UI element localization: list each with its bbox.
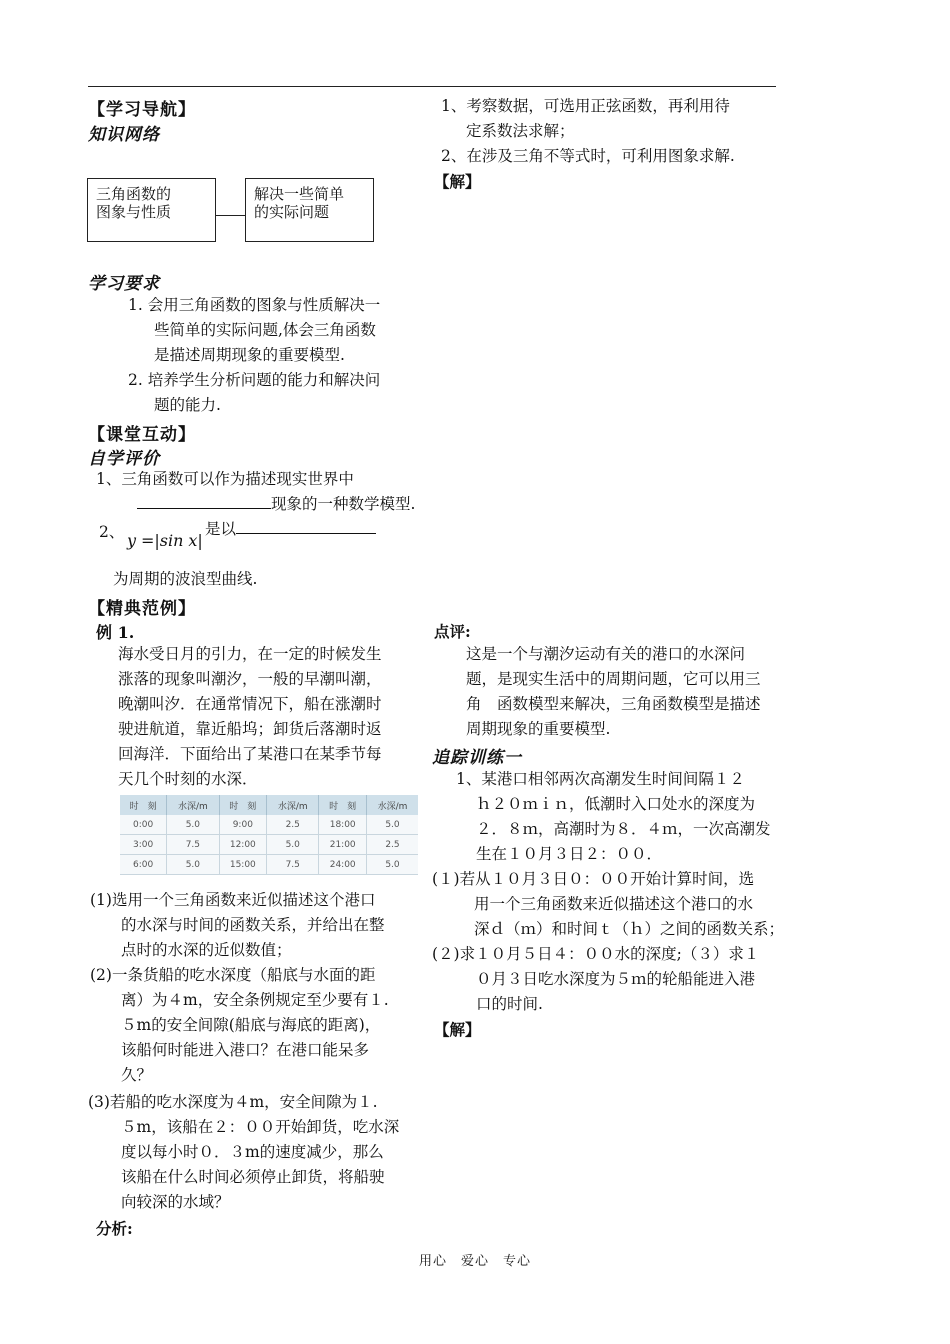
table-row [120,835,418,855]
table-cell: 3:00 [120,835,167,855]
page-footer: 用心 爱心 专心 [418,1254,531,1269]
self-eval-q2-line1 [205,517,376,542]
example-q3-line3: 度以每小时０．３m的速度减少，那么 [121,1143,384,1161]
concept-box-graphs-line1: 三角函数的 [96,185,172,203]
self-evaluation-title: 自学评价 [88,449,160,469]
hint-2: 2、在涉及三角不等式时，可利用图象求解. [441,147,735,165]
exercise-line6: 用一个三角函数来近似描述这个港口的水 [474,895,754,913]
tide-header-depth-2: 水深/m [267,795,319,815]
comment-line3: 角 函数模型来解决，三角函数模型是描述 [466,695,761,713]
exercise-line10: 口的时间. [476,995,543,1013]
example-q3-line1: (3)若船的吃水深度为４m，安全间隙为１. [88,1093,378,1111]
formula-y: y [127,531,137,550]
concept-box-applications-line1: 解决一些简单 [254,185,345,203]
example-q1-line1: (1)选用一个三角函数来近似描述这个港口 [90,891,376,909]
formula-x: x [188,531,198,550]
concept-box-applications-line2: 的实际问题 [254,203,330,221]
tracking-exercise-title: 追踪训练一 [432,748,522,768]
concept-box-graphs [87,178,216,242]
table-cell: 5.0 [167,815,219,835]
table-cell: 12:00 [219,835,267,855]
tide-table-header-row [120,795,418,815]
example-q3-line4: 该船在什么时间必须停止卸货，将船驶 [121,1168,385,1186]
example-q3-line2: ５m，该船在２：００开始卸货，吃水深 [121,1118,400,1136]
example-paragraph-line6: 天几个时刻的水深． [118,770,258,788]
formula-bar: | [197,531,203,550]
tide-header-time-3: 时 刻 [319,795,367,815]
table-cell: 24:00 [319,855,367,875]
concept-box-graphs-line2: 图象与性质 [96,203,172,221]
table-cell: 15:00 [219,855,267,875]
tide-header-depth-3: 水深/m [366,795,418,815]
example-q2-line4: 该船何时能进入港口？在港口能呆多 [121,1041,370,1059]
solution-label-1: 【解】 [434,172,481,191]
example-q2-line2: 离）为４m，安全条例规定至少要有１. [121,991,389,1009]
table-row [120,815,418,835]
table-cell: 5.0 [366,855,418,875]
comment-line4: 周期现象的重要模型. [466,720,611,738]
tide-header-time-1: 时 刻 [120,795,167,815]
example-q1-line3: 点时的水深的近似数值； [121,941,292,959]
comment-line1: 这是一个与潮汐运动有关的港口的水深问 [466,645,746,663]
class-interaction-heading: 【课堂互动】 [88,425,196,445]
exercise-line5: (１)若从１０月３日０：００开始计算时间，选 [432,870,755,888]
requirement-2-line1: 2. 培养学生分析问题的能力和解决问 [128,371,381,389]
exercise-line2: ｈ２０ｍｉｎ，低潮时入口处水的深度为 [476,795,756,813]
exercise-line3: ２．８ｍ，高潮时为８．４ｍ，一次高潮发 [476,820,771,838]
table-cell: 5.0 [167,855,219,875]
exercise-line7: 深ｄ（ｍ）和时间ｔ（ｈ）之间的函数关系； [474,920,785,938]
concept-connector [216,215,245,216]
example-paragraph-line2: 涨落的现象叫潮汐，一般的早潮叫潮， [118,670,382,688]
example-paragraph-line4: 驶进航道，靠近船坞；卸货后落潮时返 [118,720,382,738]
hint-1-line1: 1、考察数据，可选用正弦函数，再利用待 [441,97,730,115]
table-cell: 2.5 [267,815,319,835]
example-q3-line5: 向较深的水域？ [121,1193,230,1211]
fill-blank-1[interactable] [137,492,271,509]
tide-header-depth-1: 水深/m [167,795,219,815]
self-eval-q2-line2: 为周期的波浪型曲线. [113,570,258,588]
fill-blank-2[interactable] [236,517,376,534]
example-q1-line2: 的水深与时间的函数关系，并给出在整 [121,916,385,934]
requirement-1-line3: 是描述周期现象的重要模型. [154,346,345,364]
exercise-line8: (２)求１０月５日４：００水的深度;（３）求１ [432,945,760,963]
analysis-label: 分析: [96,1219,133,1238]
tide-depth-table [120,795,418,875]
table-cell: 0:00 [120,815,167,835]
header-rule [88,86,776,87]
table-cell: 7.5 [267,855,319,875]
table-cell: 2.5 [366,835,418,855]
example-paragraph-line1: 海水受日月的引力，在一定的时候发生 [118,645,382,663]
study-nav-heading: 【学习导航】 [88,100,196,120]
study-requirements-title: 学习要求 [88,274,160,294]
table-cell: 9:00 [219,815,267,835]
comment-label: 点评: [434,622,471,641]
exercise-line1: 1、某港口相邻两次高潮发生时间间隔１２ [456,770,745,788]
table-cell: 5.0 [366,815,418,835]
exercise-line9: ０月３日吃水深度为５ｍ的轮船能进入港 [476,970,756,988]
requirement-1-line2: 些简单的实际问题,体会三角函数 [154,321,376,339]
self-eval-q2-text: 是以 [205,520,237,538]
example-q2-line1: (2)一条货船的吃水深度（船底与水面的距 [90,966,376,984]
solution-label-2: 【解】 [434,1020,481,1039]
formula-y-abs-sinx [127,530,203,552]
table-cell: 7.5 [167,835,219,855]
concept-box-applications [245,178,374,242]
table-cell: 5.0 [267,835,319,855]
table-cell: 6:00 [120,855,167,875]
self-eval-q1-tail: 现象的一种数学模型. [271,495,416,513]
example-q2-line3: ５m的安全间隙(船底与海底的距离)， [121,1016,381,1034]
table-row [120,855,418,875]
exercise-line4: 生在１０月３日２：００． [476,845,663,863]
table-cell: 21:00 [319,835,367,855]
example-1-label: 例 1. [96,623,135,642]
hint-1-line2: 定系数法求解； [466,122,575,140]
example-paragraph-line5: 回海洋．下面给出了某港口在某季节每 [118,745,382,763]
requirement-1-line1: 1. 会用三角函数的图象与性质解决一 [128,296,381,314]
table-cell: 18:00 [319,815,367,835]
self-eval-q2-number: 2、 [99,523,125,541]
self-eval-q1-line1: 1、三角函数可以作为描述现实世界中 [96,470,354,488]
example-paragraph-line3: 晚潮叫汐．在通常情况下，船在涨潮时 [118,695,382,713]
formula-sin: =|sin [140,531,184,550]
knowledge-network-title: 知识网络 [88,125,160,145]
example-q2-line5: 久？ [121,1066,153,1084]
examples-heading: 【精典范例】 [88,599,196,619]
tide-header-time-2: 时 刻 [219,795,267,815]
requirement-2-line2: 题的能力. [154,396,221,414]
self-eval-q1-line2 [137,492,415,517]
comment-line2: 题，是现实生活中的周期问题，它可以用三 [466,670,761,688]
